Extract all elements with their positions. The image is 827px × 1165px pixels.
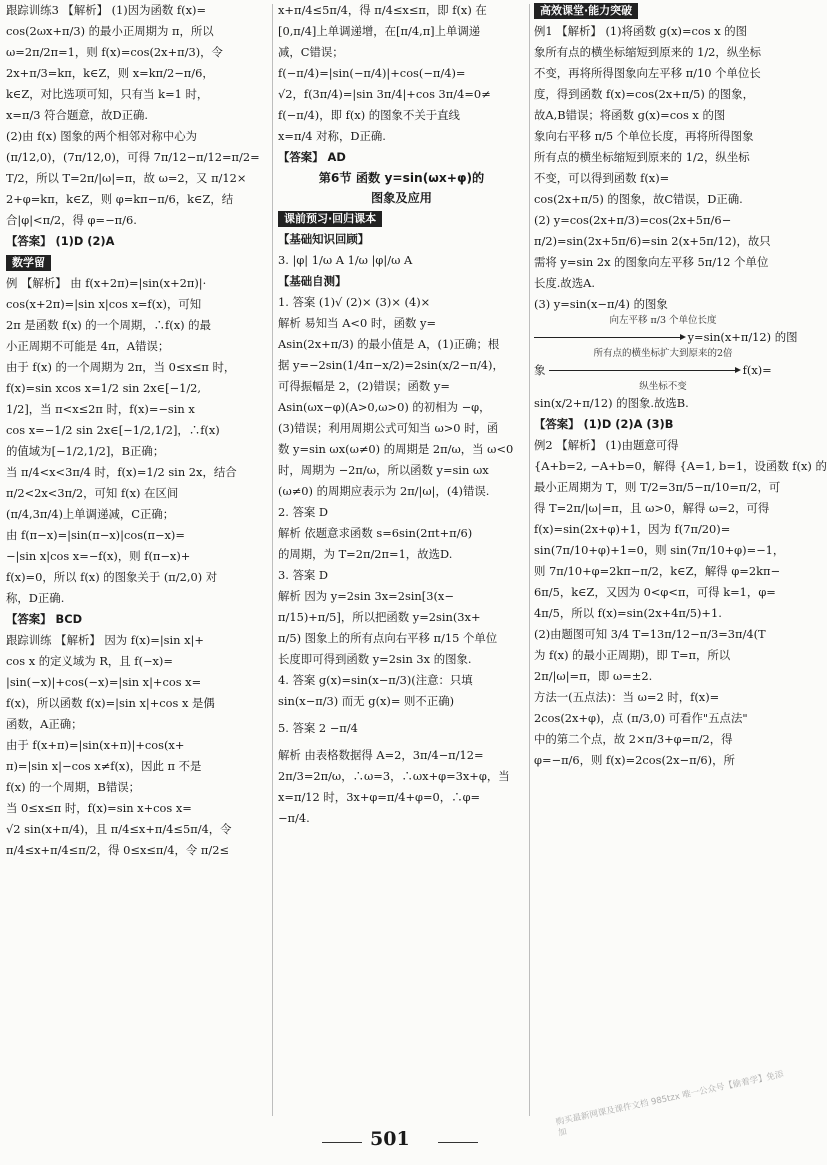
- text-line: Asin(ωx−φ)(A>0,ω>0) 的初相为 −φ，: [278, 400, 491, 414]
- text-line: 可得振幅是 2，(2)错误；函数 y=: [278, 379, 450, 393]
- text-line: 5. 答案 2 −π/4: [278, 721, 358, 735]
- text-line: 不变，可以得到函数 f(x)=: [534, 171, 670, 185]
- subsection-heading: 【基础自测】: [278, 274, 347, 288]
- text-line: 中的第二个点，故 2×π/3+φ=π/2，得: [534, 732, 733, 746]
- text-line: 所有点的横坐标缩短到原来的 1/2，纵坐标: [534, 150, 750, 164]
- text-line: 3. 答案 D: [278, 568, 329, 582]
- text-line: 解析 易知当 A<0 时，函数 y=: [278, 316, 436, 330]
- text-line: f(x)=sin xcos x=1/2 sin 2x∈[−1/2,: [6, 381, 202, 395]
- text-line: 当 π/4<x<3π/4 时，f(x)=1/2 sin 2x，结合: [6, 465, 237, 479]
- text-line: (ω≠0) 的周期应表示为 2π/|ω|，(4)错误.: [278, 484, 490, 498]
- text-line: sin(7π/10+φ)+1=0，则 sin(7π/10+φ)=−1，: [534, 543, 785, 557]
- text-line: 不变，再将所得图象向左平移 π/10 个单位长: [534, 66, 761, 80]
- text-line: 称，D正确.: [6, 591, 65, 605]
- column-left: [6, 0, 268, 1122]
- text-line: x=π/3 符合题意，故D正确.: [6, 108, 149, 122]
- transform-note: 向左平移 π/3 个单位长度: [609, 315, 717, 326]
- text-line: 解析 因为 y=2sin 3x=2sin[3(x−: [278, 589, 454, 603]
- subsection-heading: 【基础知识回顾】: [278, 232, 370, 246]
- text-line: 需将 y=sin 2x 的图象向左平移 5π/12 个单位: [534, 255, 769, 269]
- text-line: π/15)+π/5]，所以把函数 y=2sin(3x+: [278, 610, 481, 624]
- footer-rule: [322, 1142, 362, 1143]
- example-1-tail: [534, 393, 792, 414]
- section-title-line2: 图象及应用: [371, 191, 432, 205]
- page-number: 501: [370, 1128, 410, 1150]
- answer-line: 【答案】 BCD: [6, 612, 83, 626]
- text-line: 1/2]，当 π<x≤2π 时，f(x)=−sin x: [6, 402, 195, 416]
- text-line: 的周期，为 T=2π/2π=1，故选D.: [278, 547, 453, 561]
- text-line: 由于 f(x) 的一个周期为 2π，当 0≤x≤π 时，: [6, 360, 236, 374]
- answer-line: 【答案】 AD: [278, 150, 346, 164]
- text-line: 2π/3=2π/ω，∴ω=3，∴ωx+φ=3x+φ，当: [278, 769, 510, 783]
- text-line: 2cos(2x+φ)，点 (π/3,0) 可看作"五点法": [534, 711, 748, 725]
- text-line: 由 f(π−x)=|sin(π−x)|cos(π−x)=: [6, 528, 185, 542]
- text-line: |sin(−x)|+cos(−x)=|sin x|+cos x=: [6, 675, 202, 689]
- text-line: 2x+π/3=kπ，k∈Z，则 x=kπ/2−π/6，: [6, 66, 214, 80]
- solution-continued: [278, 0, 525, 147]
- text-line: f(x)=0，所以 f(x) 的图象关于 (π/2,0) 对: [6, 570, 218, 584]
- section-title: 第6节 函数 y=sin(ωx+φ)的: [318, 171, 485, 185]
- text-line: 长度.故选A.: [534, 276, 596, 290]
- text-line: [0,π/4]上单调递增，在[π/4,π]上单调递: [278, 24, 481, 38]
- transform-note: 纵坐标不变: [639, 381, 687, 392]
- answer-line: 【答案】 (1)D (2)A (3)B: [534, 417, 674, 431]
- transform-row: [534, 360, 792, 381]
- text-line: sin(x/2+π/12) 的图象.故选B.: [534, 396, 689, 410]
- text-line: cos x=−1/2 sin 2x∈[−1/2,1/2]，∴f(x): [6, 423, 220, 437]
- text-line: (3) y=sin(x−π/4) 的图象: [534, 297, 668, 311]
- text-line: √2，f(3π/4)=|sin 3π/4|+cos 3π/4=0≠: [278, 87, 491, 101]
- text-line: π/2<2x<3π/2，可知 f(x) 在区间: [6, 486, 179, 500]
- transform-result: y=sin(x+π/12) 的图: [687, 330, 798, 344]
- text-line: ω=2π/2π=1，则 f(x)=cos(2x+π/3)，令: [6, 45, 223, 59]
- text-line: f(−π/4)=|sin(−π/4)|+cos(−π/4)=: [278, 66, 466, 80]
- text-line: π/5) 图象上的所有点向右平移 π/15 个单位: [278, 631, 498, 645]
- text-line: −π/4.: [278, 811, 310, 825]
- text-line: 则 7π/10+φ=2kπ−π/2，k∈Z，解得 φ=2kπ−: [534, 564, 781, 578]
- text-line: cos(x+2π)=|sin x|cos x=f(x)，可知: [6, 297, 202, 311]
- text-line: cos(2x+π/5) 的图象，故C错误，D正确.: [534, 192, 743, 206]
- text-line: 象所有点的横坐标缩短到原来的 1/2，纵坐标: [534, 45, 761, 59]
- text-line: 4. 答案 g(x)=sin(x−π/3)(注意：只填: [278, 673, 473, 687]
- text-line: 当 0≤x≤π 时，f(x)=sin x+cos x=: [6, 801, 192, 815]
- text-line: 2π/|ω|=π，即 ω=±2.: [534, 669, 653, 683]
- watermark: 购买最新网课及课件文档 985tzx 唯一公众号【偷着学】免添加: [555, 1069, 785, 1139]
- text-line: f(x)，所以函数 f(x)=|sin x|+cos x 是偶: [6, 696, 215, 710]
- text-line: 最小正周期为 T，则 T/2=3π/5−π/10=π/2，可: [534, 480, 781, 494]
- section-header: 数学留: [6, 255, 51, 271]
- text-line: k∈Z，对比选项可知，只有当 k=1 时，: [6, 87, 209, 101]
- text-line: 故A,B错误；将函数 g(x)=cos x 的图: [534, 108, 726, 122]
- text-line: 4π/5，所以 f(x)=sin(2x+4π/5)+1.: [534, 606, 722, 620]
- transform-head: 象: [534, 363, 546, 377]
- text-line: x+π/4≤5π/4，得 π/4≤x≤π，即 f(x) 在: [278, 3, 487, 17]
- answer-line: 【答案】 (1)D (2)A: [6, 234, 115, 248]
- arrow-icon: [549, 370, 739, 371]
- text-line: x=π/4 对称，D正确.: [278, 129, 386, 143]
- text-line: cos(2ωx+π/3) 的最小正周期为 π，所以: [6, 24, 214, 38]
- text-line: (2)由 f(x) 图象的两个相邻对称中心为: [6, 129, 197, 143]
- example-solution: [6, 273, 268, 609]
- page-footer: [0, 1124, 800, 1154]
- text-line: 减，C错误；: [278, 45, 344, 59]
- text-line: Asin(2x+π/3) 的最小值是 A，(1)正确；根: [278, 337, 500, 351]
- text-line: 函数，A正确；: [6, 717, 83, 731]
- text-line: 为 f(x) 的最小正周期)，即 T=π，所以: [534, 648, 731, 662]
- text-line: f(−π/4)，即 f(x) 的图象不关于直线: [278, 108, 460, 122]
- text-line: (2)由题图可知 3/4 T=13π/12−π/3=3π/4(T: [534, 627, 766, 641]
- text-line: 例 【解析】 由 f(x+2π)=|sin(x+2π)|·: [6, 276, 207, 290]
- text-line: 解析 由表格数据得 A=2，3π/4−π/12=: [278, 748, 484, 762]
- text-line: f(x) 的一个周期，B错误；: [6, 780, 141, 794]
- text-line: (2) y=cos(2x+π/3)=cos(2x+5π/6−: [534, 213, 732, 227]
- text-line: 长度即可得到函数 y=2sin 3x 的图象.: [278, 652, 472, 666]
- transform-note: 所有点的横坐标扩大到原来的2倍: [593, 348, 733, 359]
- text-line: 得 T=2π/|ω|=π，且 ω>0，解得 ω=2，可得: [534, 501, 770, 515]
- text-line: sin(x−π/3) 而无 g(x)= 则不正确): [278, 694, 455, 708]
- text-line: (3)错误；利用周期公式可知当 ω>0 时，函: [278, 421, 499, 435]
- text-line: (π/12,0)，(7π/12,0)，可得 7π/12−π/12=π/2=: [6, 150, 260, 164]
- solution-tracking-3: [6, 0, 268, 231]
- text-line: 2. 答案 D: [278, 505, 329, 519]
- column-divider: [272, 4, 273, 1116]
- column-divider: [529, 4, 530, 1116]
- column-middle: [278, 0, 525, 1122]
- transform-result: f(x)=: [742, 363, 772, 377]
- footer-rule: [438, 1142, 478, 1143]
- solution-tracking: [6, 630, 268, 861]
- text-line: 据 y=−2sin(1/4π−x/2)=2sin(x/2−π/4)，: [278, 358, 504, 372]
- transform-row: [534, 327, 798, 348]
- text-line: 的值域为[−1/2,1/2]，B正确；: [6, 444, 165, 458]
- text-line: 6π/5，k∈Z，又因为 0<φ<π，可得 k=1，φ=: [534, 585, 776, 599]
- text-line: 合|φ|<π/2，得 φ=−π/6.: [6, 213, 137, 227]
- text-line: cos x 的定义域为 R，且 f(−x)=: [6, 654, 173, 668]
- text-line: {A+b=2, −A+b=0，解得 {A=1, b=1，设函数 f(x) 的: [534, 459, 827, 473]
- text-line: 跟踪训练3 【解析】 (1)因为函数 f(x)=: [6, 3, 207, 17]
- text-line: −|sin x|cos x=−f(x)，则 f(π−x)+: [6, 549, 191, 563]
- text-line: 2+φ=kπ，k∈Z，则 φ=kπ−π/6，k∈Z，结: [6, 192, 234, 206]
- arrow-icon: [534, 337, 684, 338]
- text-line: φ=−π/6，则 f(x)=2cos(2x−π/6)，所: [534, 753, 735, 767]
- text-line: 例1 【解析】 (1)将函数 g(x)=cos x 的图: [534, 24, 748, 38]
- text-line: √2 sin(x+π/4)，且 π/4≤x+π/4≤5π/4，令: [6, 822, 232, 836]
- section-header: 高效课堂·能力突破: [534, 3, 638, 19]
- recall-answers: 3. |φ| 1/ω A 1/ω |φ|/ω A: [278, 253, 413, 267]
- text-line: f(x)=sin(2x+φ)+1，因为 f(7π/20)=: [534, 522, 731, 536]
- text-line: π/2)=sin(2x+5π/6)=sin 2(x+5π/12)，故只: [534, 234, 771, 248]
- text-line: 例2 【解析】 (1)由题意可得: [534, 438, 679, 452]
- text-line: 方法一(五点法)：当 ω=2 时，f(x)=: [534, 690, 720, 704]
- column-right: [534, 0, 827, 1122]
- self-test-solutions: [278, 292, 525, 829]
- text-line: x=π/12 时，3x+φ=π/4+φ=0，∴φ=: [278, 790, 481, 804]
- section-header: 课前预习·回归课本: [278, 211, 382, 227]
- text-line: 象向右平移 π/5 个单位长度，再将所得图象: [534, 129, 754, 143]
- text-line: 由于 f(x+π)=|sin(x+π)|+cos(x+: [6, 738, 185, 752]
- text-line: 数 y=sin ωx(ω≠0) 的周期是 2π/ω，当 ω<0: [278, 442, 514, 456]
- example-2-solution: [534, 435, 827, 771]
- text-line: 2π 是函数 f(x) 的一个周期，∴f(x) 的最: [6, 318, 211, 332]
- text-line: 度，得到函数 f(x)=cos(2x+π/5) 的图象，: [534, 87, 754, 101]
- text-line: T/2，所以 T=2π/|ω|=π，故 ω=2，又 π/12×: [6, 171, 247, 185]
- text-line: 时，周期为 −2π/ω，所以函数 y=sin ωx: [278, 463, 489, 477]
- text-line: 解析 依题意求函数 s=6sin(2πt+π/6): [278, 526, 473, 540]
- text-line: 1. 答案 (1)√ (2)× (3)× (4)×: [278, 295, 431, 309]
- example-1-solution: [534, 21, 792, 315]
- text-line: 跟踪训练 【解析】 因为 f(x)=|sin x|+: [6, 633, 204, 647]
- text-line: π/4≤x+π/4≤π/2，得 0≤x≤π/4，令 π/2≤: [6, 843, 230, 857]
- text-line: (π/4,3π/4)上单调递减，C正确；: [6, 507, 175, 521]
- text-line: π)=|sin x|−cos x≠f(x)，因此 π 不是: [6, 759, 202, 773]
- text-line: 小正周期不可能是 4π，A错误；: [6, 339, 170, 353]
